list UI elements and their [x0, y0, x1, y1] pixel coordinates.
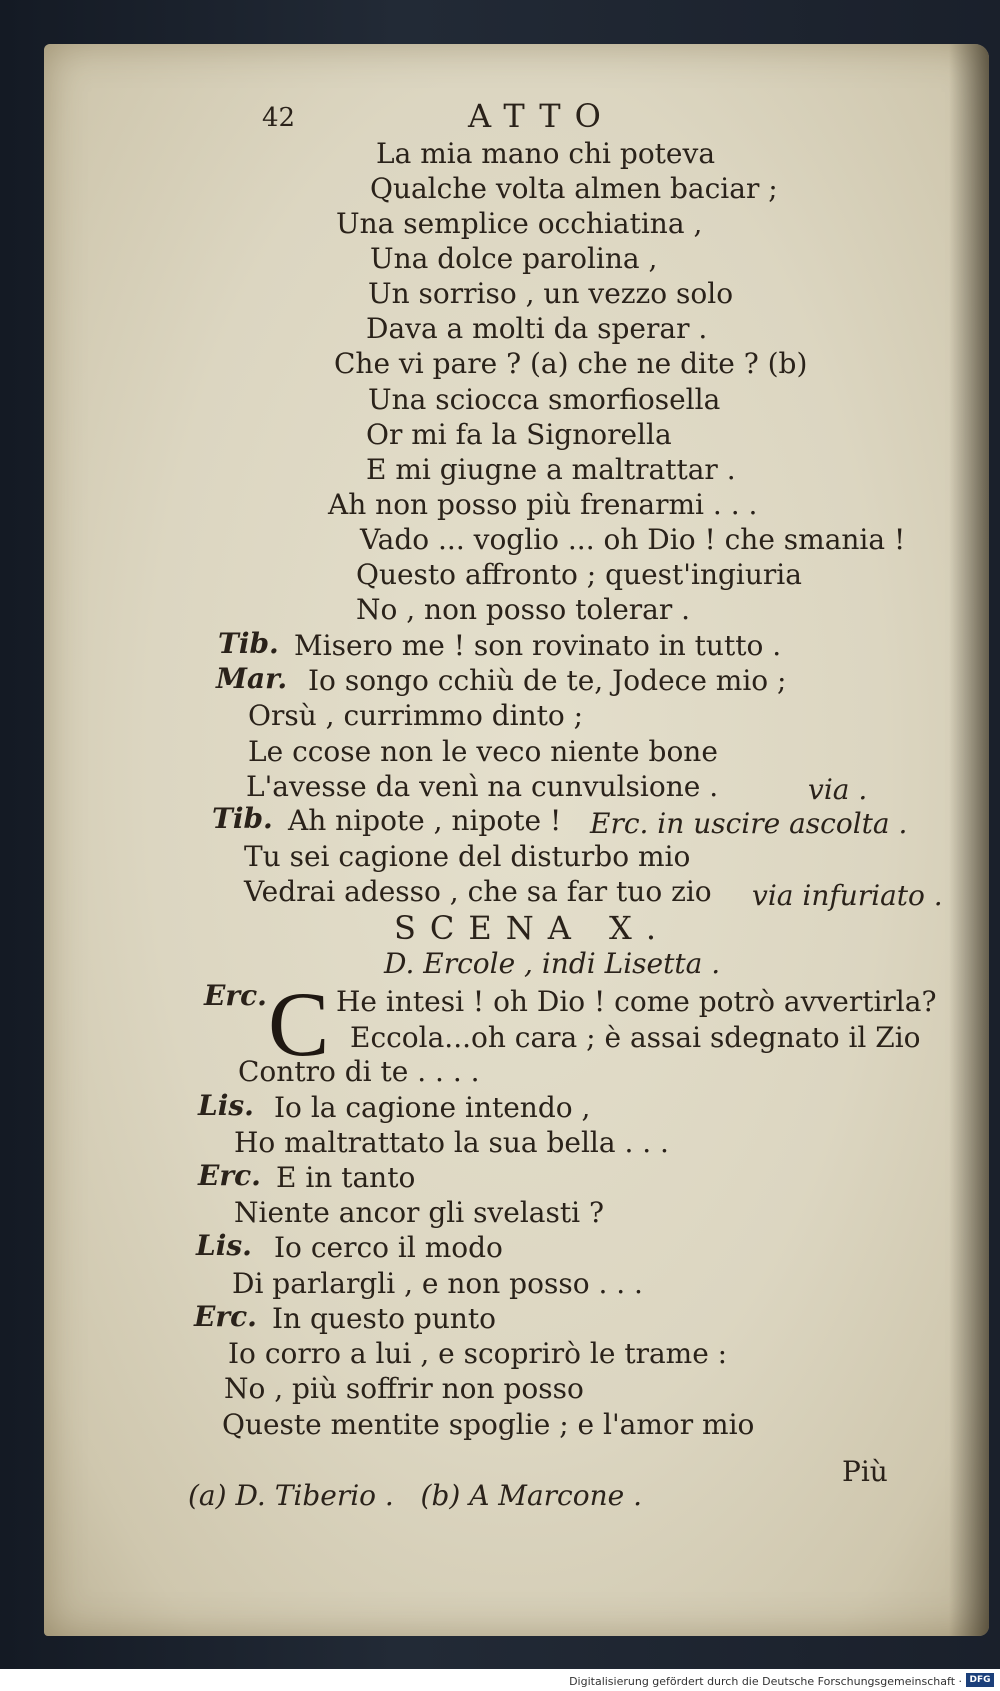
catchword: Più	[842, 1455, 888, 1488]
text-line: No , non posso tolerar .	[356, 593, 691, 626]
text-line: Una sciocca smorfiosella	[368, 383, 721, 416]
text-line: Una semplice occhiatina ,	[336, 207, 703, 240]
text-line: Le ccose non le veco niente bone	[248, 735, 718, 768]
text-line: Ah non posso più frenarmi . . .	[328, 488, 758, 521]
text-line: Queste mentite spoglie ; e l'amor mio	[222, 1408, 755, 1441]
dfg-logo: DFG	[966, 1673, 994, 1687]
funding-credit: Digitalisierung gefördert durch die Deutsche Forschungsgemeinschaft ·	[569, 1675, 962, 1688]
text-line: Io corro a lui , e scoprirò le trame :	[228, 1337, 728, 1370]
text-line: E in tanto	[276, 1161, 416, 1194]
text-line: Questo affronto ; quest'ingiuria	[356, 558, 802, 591]
text-line: No , più soffrir non posso	[224, 1372, 584, 1405]
speaker-label: Lis.	[196, 1229, 252, 1262]
speaker-label: Tib.	[218, 627, 279, 660]
speaker-label: Erc.	[204, 979, 267, 1012]
text-line: Or mi fa la Signorella	[366, 418, 672, 451]
text-line: Vado ... voglio ... oh Dio ! che smania !	[360, 523, 906, 556]
text-line: Una dolce parolina ,	[370, 242, 658, 275]
text-line: Che vi pare ? (a) che ne dite ? (b)	[334, 347, 808, 380]
text-line: Io cerco il modo	[274, 1231, 503, 1264]
text-line: Misero me ! son rovinato in tutto .	[294, 629, 782, 662]
text-line: In questo punto	[272, 1302, 496, 1335]
speaker-label: Tib.	[212, 802, 273, 835]
text-line: Contro di te . . . .	[238, 1055, 480, 1088]
stage-direction: via .	[808, 773, 868, 806]
text-line: Un sorriso , un vezzo solo	[368, 277, 734, 310]
text-line: Tu sei cagione del disturbo mio	[244, 840, 691, 873]
text-line: Eccola...oh cara ; è assai sdegnato il Zio	[350, 1021, 921, 1054]
text-line: Vedrai adesso , che sa far tuo zio	[244, 875, 712, 908]
running-header: ATTO	[468, 97, 615, 135]
text-line: Ho maltrattato la sua bella . . .	[234, 1126, 669, 1159]
speaker-label: Mar.	[216, 662, 288, 695]
scene-title: SCENA X.	[394, 909, 670, 947]
speaker-label: Erc.	[194, 1300, 257, 1333]
text-line: Dava a molti da sperar .	[366, 312, 708, 345]
text-line: Di parlargli , e non posso . . .	[232, 1267, 643, 1300]
footnotes: (a) D. Tiberio . (b) A Marcone .	[188, 1479, 643, 1512]
text-line: Niente ancor gli svelasti ?	[234, 1196, 604, 1229]
text-line: L'avesse da venì na cunvulsione .	[246, 770, 719, 803]
drop-capital: C	[268, 973, 330, 1075]
text-line: He intesi ! oh Dio ! come potrò avvertirla?	[336, 985, 937, 1018]
digitization-footer	[0, 1669, 1000, 1691]
stage-direction: via infuriato .	[752, 879, 943, 912]
text-line: Io songo cchiù de te, Jodece mio ;	[308, 664, 787, 697]
text-line: La mia mano chi poteva	[376, 137, 716, 170]
text-line: Qualche volta almen baciar ;	[370, 172, 778, 205]
text-line: Orsù , currimmo dinto ;	[248, 699, 584, 732]
scene-characters: D. Ercole , indi Lisetta .	[384, 947, 721, 980]
speaker-label: Erc.	[198, 1159, 261, 1192]
page-gutter-shadow	[949, 44, 989, 1636]
stage-direction: Erc. in uscire ascolta .	[590, 807, 908, 840]
text-line: E mi giugne a maltrattar .	[366, 453, 736, 486]
text-line: Io la cagione intendo ,	[274, 1091, 591, 1124]
speaker-label: Lis.	[198, 1089, 254, 1122]
text-line: Ah nipote , nipote !	[288, 804, 562, 837]
page-number: 42	[262, 103, 296, 133]
